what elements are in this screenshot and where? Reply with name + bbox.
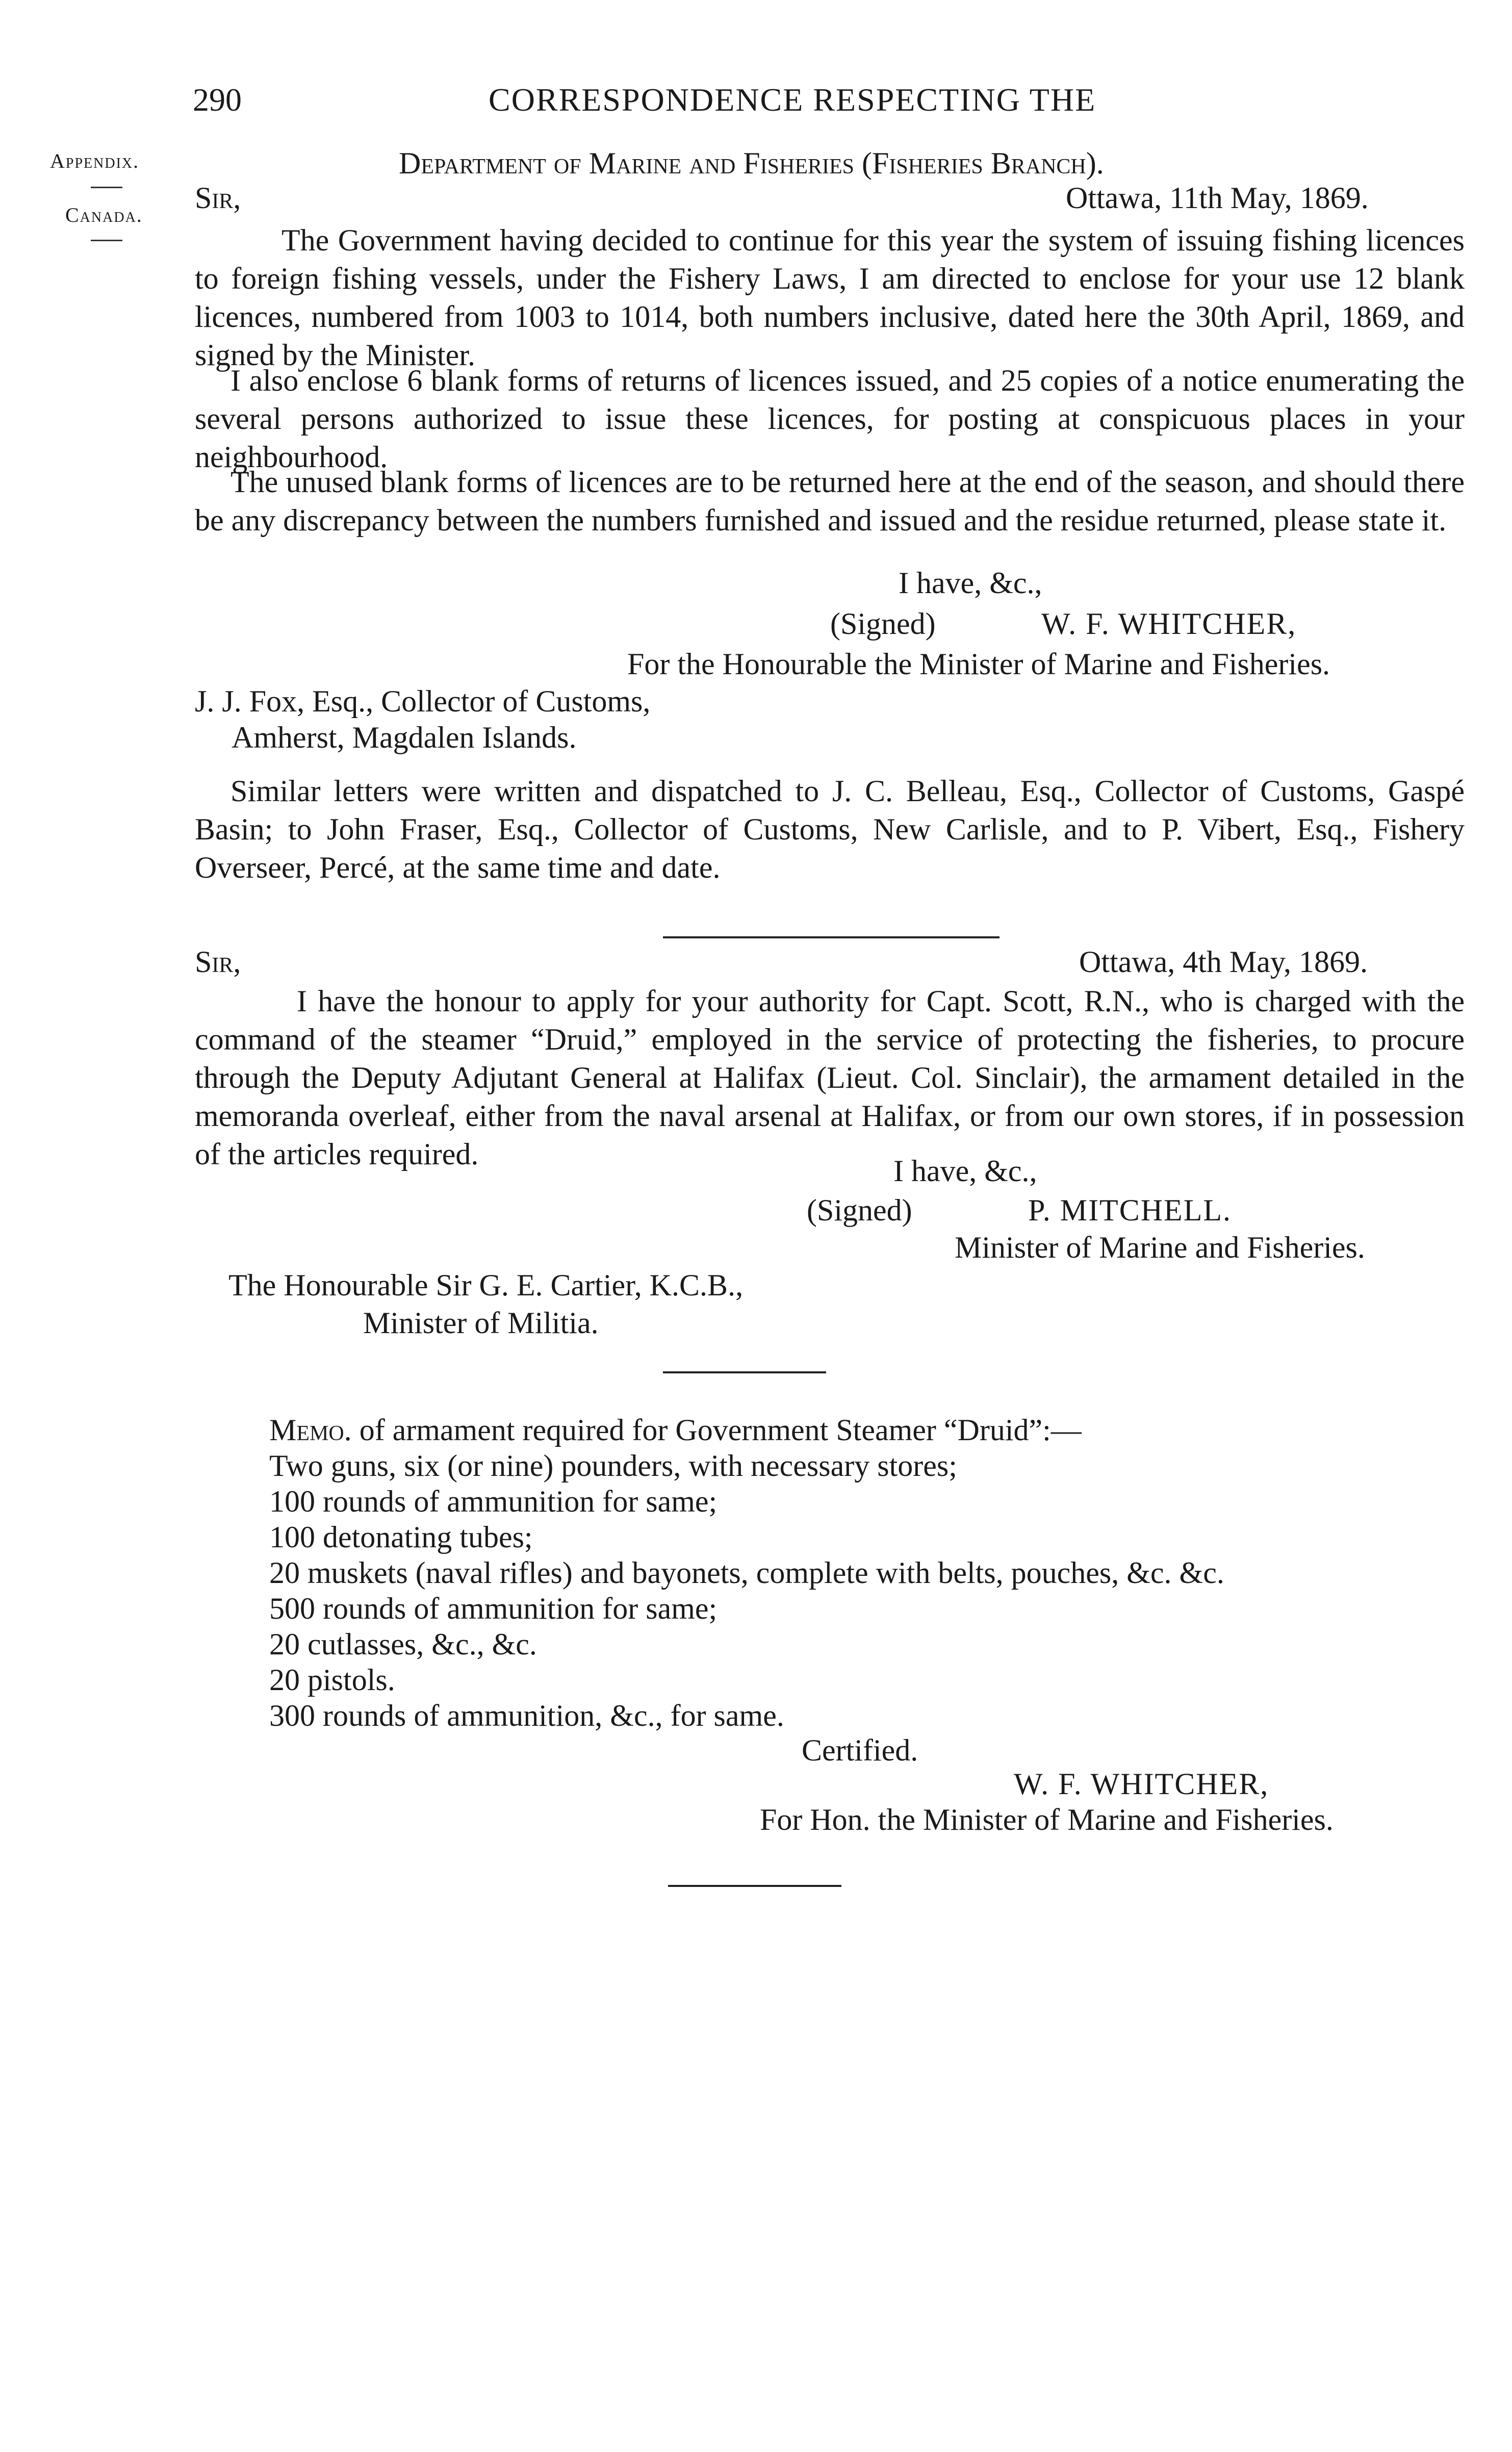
memo-item: 20 cutlasses, &c., &c. xyxy=(269,1627,537,1661)
running-title: CORRESPONDENCE RESPECTING THE xyxy=(489,82,1096,118)
closing: I have, &c., xyxy=(893,1154,1037,1188)
memo-item: 20 muskets (naval rifles) and bayonets, complete with belts, pouches, &c. &c. xyxy=(269,1556,1224,1590)
memo-item: Two guns, six (or nine) pounders, with necessary stores; xyxy=(269,1449,957,1483)
department-heading: Department of Marine and Fisheries (Fisheries Branch). xyxy=(399,146,1104,180)
memo-item: 100 detonating tubes; xyxy=(269,1520,533,1554)
memo-label: Memo. xyxy=(269,1413,352,1447)
body-paragraph: I have the honour to apply for your authority for Capt. Scott, R.N., who is charged with the command of the steamer “Druid,” employed in the service of protecting the fisheries, to procure through the Deputy Adjutant General at Halifax (Lieut. Col. Sinclair), the armament detailed in the memoranda overleaf, either from the naval arsenal at Halifax, or from our own stores, if in possession of the articles required. xyxy=(195,984,1465,1171)
sidebar-country: Canada. xyxy=(65,203,143,226)
place-date: Ottawa, 11th May, 1869. xyxy=(1066,181,1369,215)
sidebar-divider xyxy=(91,240,122,241)
memo-item: 500 rounds of ammunition for same; xyxy=(269,1592,717,1625)
addressee: Amherst, Magdalen Islands. xyxy=(232,721,577,754)
section-divider xyxy=(663,1371,826,1373)
memo-heading xyxy=(269,1411,1082,1449)
signed-label: (Signed) xyxy=(830,607,936,641)
memo-item: 20 pistols. xyxy=(269,1663,395,1697)
addressee: Minister of Militia. xyxy=(363,1306,599,1340)
signer-name: W. F. WHITCHER, xyxy=(1041,607,1297,641)
signer-name: P. MITCHELL. xyxy=(1028,1193,1232,1227)
body-paragraph: I also enclose 6 blank forms of returns of licences issued, and 25 copies of a notice enumerating the several persons authorized to issue these licences, for posting at conspicuous places in your neighbourhood. xyxy=(195,364,1465,474)
body-paragraph: The Government having decided to continue for this year the system of issuing fishing licences to foreign fishing vessels, under the Fishery Laws, I am directed to enclose for your use 12 blank licences, numbered from 1003 to 1014, both numbers inclusive, dated here the 30th April, 1869, and signed by the Minister. xyxy=(195,223,1465,372)
section-divider xyxy=(663,936,1000,938)
salutation: Sir, xyxy=(195,945,241,979)
signed-label: (Signed) xyxy=(807,1193,912,1227)
signer-title: For Hon. the Minister of Marine and Fisheries. xyxy=(760,1803,1334,1836)
addressee: J. J. Fox, Esq., Collector of Customs, xyxy=(195,684,651,718)
salutation: Sir, xyxy=(195,181,241,215)
closing: I have, &c., xyxy=(899,566,1042,600)
sidebar-section: Appendix. xyxy=(50,149,140,172)
signer-title: Minister of Marine and Fisheries. xyxy=(955,1231,1365,1264)
memo-item: 300 rounds of ammunition, &c., for same. xyxy=(269,1699,784,1732)
memo-heading-text: of armament required for Government Steamer “Druid”:— xyxy=(351,1413,1082,1447)
signer-name: W. F. WHITCHER, xyxy=(1014,1767,1269,1801)
certified-label: Certified. xyxy=(802,1733,918,1767)
signer-title: For the Honourable the Minister of Marine and Fisheries. xyxy=(627,647,1330,681)
addressee: The Honourable Sir G. E. Cartier, K.C.B., xyxy=(228,1268,744,1302)
place-date: Ottawa, 4th May, 1869. xyxy=(1079,945,1368,979)
page-number: 290 xyxy=(193,82,242,118)
section-divider xyxy=(668,1885,841,1887)
memo-item: 100 rounds of ammunition for same; xyxy=(269,1485,717,1518)
sidebar-divider xyxy=(91,187,122,188)
body-paragraph: The unused blank forms of licences are to be returned here at the end of the season, and should there be any discrepancy between the numbers furnished and issued and the residue returned, please state it. xyxy=(195,465,1465,537)
note-paragraph: Similar letters were written and dispatched to J. C. Belleau, Esq., Collector of Customs, Gaspé Basin; to John Fraser, Esq., Collector of Customs, New Carlisle, and to P. Vibert, Esq., Fishery Overseer, Percé, at the same time and date. xyxy=(195,774,1465,884)
